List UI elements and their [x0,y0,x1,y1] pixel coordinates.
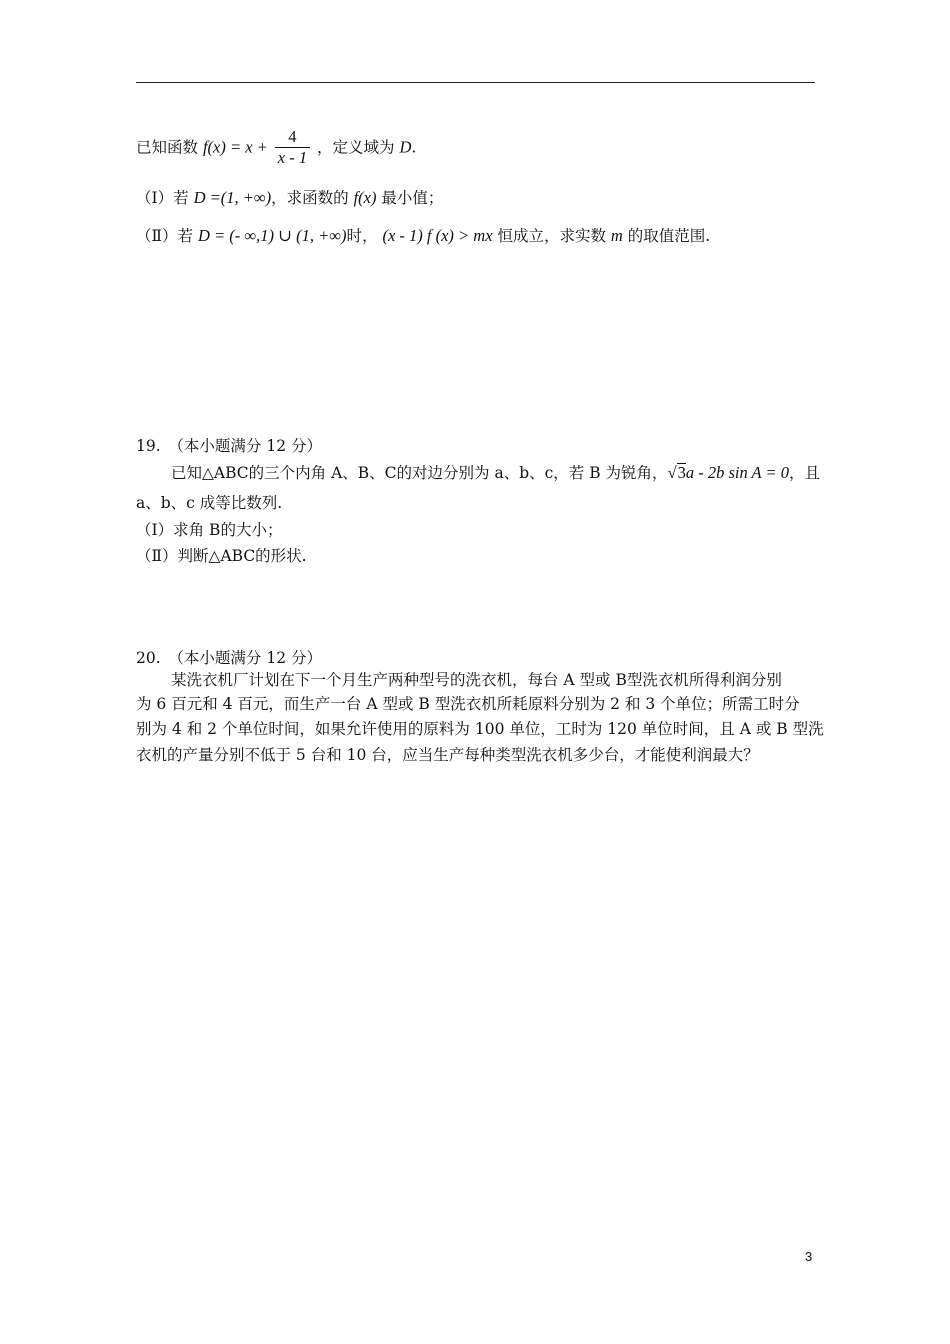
q18-p1-text: ，求函数的 [271,189,349,207]
q18-intro [136,128,416,169]
q19-line1-end: ，且 [788,464,820,482]
q18-fx-lhs: f(x) = x + [202,137,268,157]
q19-part2: （Ⅱ）判断△ABC的形状. [136,547,307,565]
q19-sqrt-arg: 3 [677,463,686,482]
q18-p2-ineq: (x - 1) f (x) > mx [382,226,493,245]
page-number: 3 [805,1249,813,1264]
q18-domain-var: D [399,137,412,157]
q18-p2-text2: 恒成立，求实数 [497,227,606,245]
q18-part1 [136,188,443,208]
q19-line2: a、b、c 成等比数列. [136,494,283,512]
q18-p2-m: m [610,226,623,245]
q18-frac-den: x - 1 [275,147,310,168]
q18-intro-b: ，定义域为 [317,138,395,157]
q18-p1-fx: f(x) [353,188,377,207]
q20-line4: 衣机的产量分别不低于 5 台和 10 台，应当生产每种类型洗衣机多少台，才能使利润最大？ [136,746,759,764]
q18-frac-num: 4 [288,127,297,146]
q19-header: 19. （本小题满分 12 分） [136,437,322,455]
sqrt-symbol: √ [667,463,677,482]
q18-intro-end: . [411,138,417,157]
q20-header: 20. （本小题满分 12 分） [136,649,322,667]
q18-fraction [275,127,310,168]
q20-line2: 为 6 百元和 4 百元，而生产一台 A 型或 B 型洗衣机所耗原料分别为 2 和 3 个单位；所需工时分 [136,695,800,713]
q18-part2 [136,226,710,246]
header-rule [136,82,815,83]
q19-part1: （Ⅰ）求角 B的大小； [136,521,283,539]
q18-p2-math: D = (- ∞,1) ∪ (1, +∞) [197,226,347,245]
q19-line1 [171,463,820,483]
q20-line3: 别为 4 和 2 个单位时间，如果允许使用的原料为 100 单位，工时为 120 单位时间，且 A 或 B 型洗 [136,720,824,738]
q18-p2-label: （Ⅱ）若 [136,227,194,245]
q19-line1-text: 已知△ABC的三个内角 A、B、C的对边分别为 a、b、c，若 B 为锐角， [171,464,668,482]
q18-p1-math: D =(1, +∞) [193,188,272,207]
q18-intro-a: 已知函数 [136,138,199,157]
q18-p2-end: 的取值范围. [627,227,711,245]
q18-p2-text: 时， [346,227,378,245]
q20-line1: 某洗衣机厂计划在下一个月生产两种型号的洗衣机，每台 A 型或 B型洗衣机所得利润分别 [171,671,782,689]
q18-p1-label: （Ⅰ）若 [136,189,189,207]
q18-p1-end: 最小值； [381,189,444,207]
q19-equation: a - 2b sin A = 0 [685,463,789,482]
